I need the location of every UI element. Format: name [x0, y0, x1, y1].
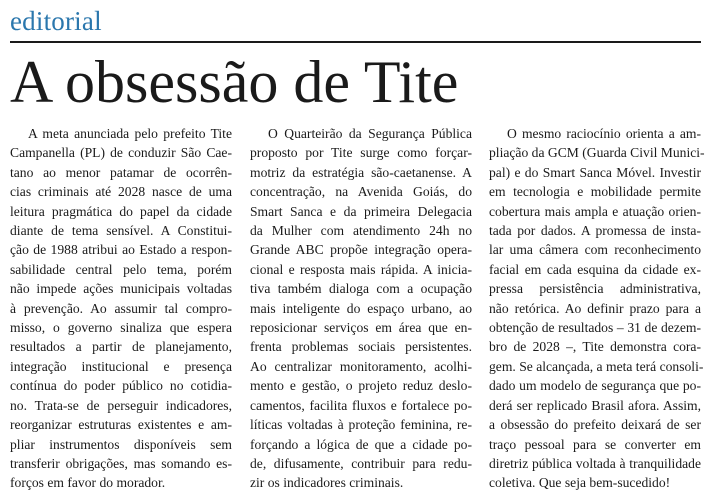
- text-line: traço pessoal para se converter em: [489, 436, 701, 452]
- section-label: editorial: [10, 6, 102, 36]
- text-line: motriz da estratégia são-caetanense. A: [250, 164, 472, 180]
- text-line: gem. Se alcançada, a meta terá consoli-: [489, 358, 704, 374]
- text-line: cobertura mais ampla e atuação orien-: [489, 203, 701, 219]
- text-line: não retórica. Ao definir prazo para a: [489, 300, 701, 316]
- text-line: cional e resposta mais rápida. A inicia-: [250, 261, 472, 277]
- headline: A obsessão de Tite: [10, 49, 459, 115]
- text-line: forçando a lógica de que a cidade po-: [250, 436, 472, 452]
- text-line: reorganizar estruturas existentes e am-: [10, 417, 232, 433]
- text-line: Grande ABC propõe integração opera-: [250, 242, 472, 258]
- text-line: zir os indicadores criminais.: [250, 475, 404, 491]
- text-line: dado um modelo de segurança que po-: [489, 378, 701, 394]
- text-line: sabilidade central pelo tema, porém: [10, 261, 232, 277]
- text-line: líticas voltadas à proteção feminina, re-: [250, 417, 472, 433]
- text-line: de, difusamente, contribuir para redu-: [250, 455, 472, 471]
- text-line: camentos, facilita fluxos e fortalece po-: [250, 397, 472, 413]
- text-line: forços em favor do morador.: [10, 475, 166, 491]
- text-line: não impede ações municipais voltadas: [10, 281, 232, 297]
- text-line: frenta problemas sociais persistentes.: [250, 339, 472, 355]
- text-line: pliação da GCM (Guarda Civil Munici-: [489, 145, 705, 161]
- text-line: pressa persistência administrativa,: [489, 281, 701, 297]
- article-column-1: [10, 124, 232, 493]
- text-line: facial em cada esquina da cidade ex-: [489, 261, 701, 277]
- text-line: da Mulher com atendimento 24h no: [250, 223, 472, 239]
- text-line: resultados a partir de planejamento,: [10, 339, 232, 355]
- text-line: A meta anunciada pelo prefeito Tite: [28, 126, 232, 141]
- text-line: concentração, na Avenida Goiás, do: [250, 184, 472, 200]
- text-line: ção de 1988 atribui ao Estado a respon-: [10, 242, 232, 258]
- text-line: Smart Sanca e da primeira Delegacia: [250, 203, 472, 219]
- text-line: integração institucional e presença: [10, 358, 232, 374]
- text-line: lar uma câmera com reconhecimento: [489, 242, 701, 258]
- text-line: contínua do poder público no cotidia-: [10, 378, 232, 394]
- text-line: à prevenção. Ao assumir tal compro-: [10, 300, 232, 316]
- text-line: pal) e do Smart Sanca Móvel. Investir: [489, 164, 701, 180]
- text-line: diante de tema sensível. A Constitui-: [10, 223, 232, 239]
- text-line: a obsessão do prefeito deixará de ser: [489, 417, 701, 433]
- text-line: proposto por Tite surge como forçar-: [250, 145, 472, 161]
- text-line: transferir obrigações, mas somando es-: [10, 455, 232, 471]
- text-line: Campanella (PL) de conduzir São Cae-: [10, 145, 232, 161]
- text-line: derá ser replicado Brasil afora. Assim,: [489, 397, 701, 413]
- text-line: obtenção de resultados – 31 de dezem-: [489, 320, 701, 336]
- text-line: tano ao menor patamar de ocorrên-: [10, 164, 232, 180]
- text-line: Ao centralizar monitoramento, acolhi-: [250, 358, 472, 374]
- text-line: bro de 2028 –, Tite demonstra cora-: [489, 339, 701, 355]
- text-line: pliar instrumentos disponíveis sem: [10, 436, 232, 452]
- text-line: O Quarteirão da Segurança Pública: [268, 126, 472, 141]
- text-line: mento e gestão, o projeto reduz deslo-: [250, 378, 472, 394]
- text-line: mais inteligente do espaço urbano, ao: [250, 300, 472, 316]
- article-column-3: [489, 124, 705, 493]
- text-line: tada por dados. A promessa de insta-: [489, 223, 701, 239]
- text-line: misso, o governo sinaliza que espera: [10, 320, 232, 336]
- text-line: reposicionar serviços em área que en-: [250, 320, 472, 336]
- text-line: em tecnologia e mobilidade permite: [489, 184, 701, 200]
- article-column-2: [250, 124, 472, 493]
- text-line: cias criminais até 2028 nasce de uma: [10, 184, 232, 200]
- text-line: diretriz pública voltada à tranquilidade: [489, 455, 701, 471]
- text-line: coletiva. Que seja bem-sucedido!: [489, 475, 671, 491]
- text-line: no. Trata-se de perseguir indicadores,: [10, 397, 232, 413]
- text-line: tiva também dialoga com a ocupação: [250, 281, 472, 297]
- text-line: leitura pragmática do papel da cidade: [10, 203, 232, 219]
- text-line: O mesmo raciocínio orienta a am-: [507, 126, 701, 141]
